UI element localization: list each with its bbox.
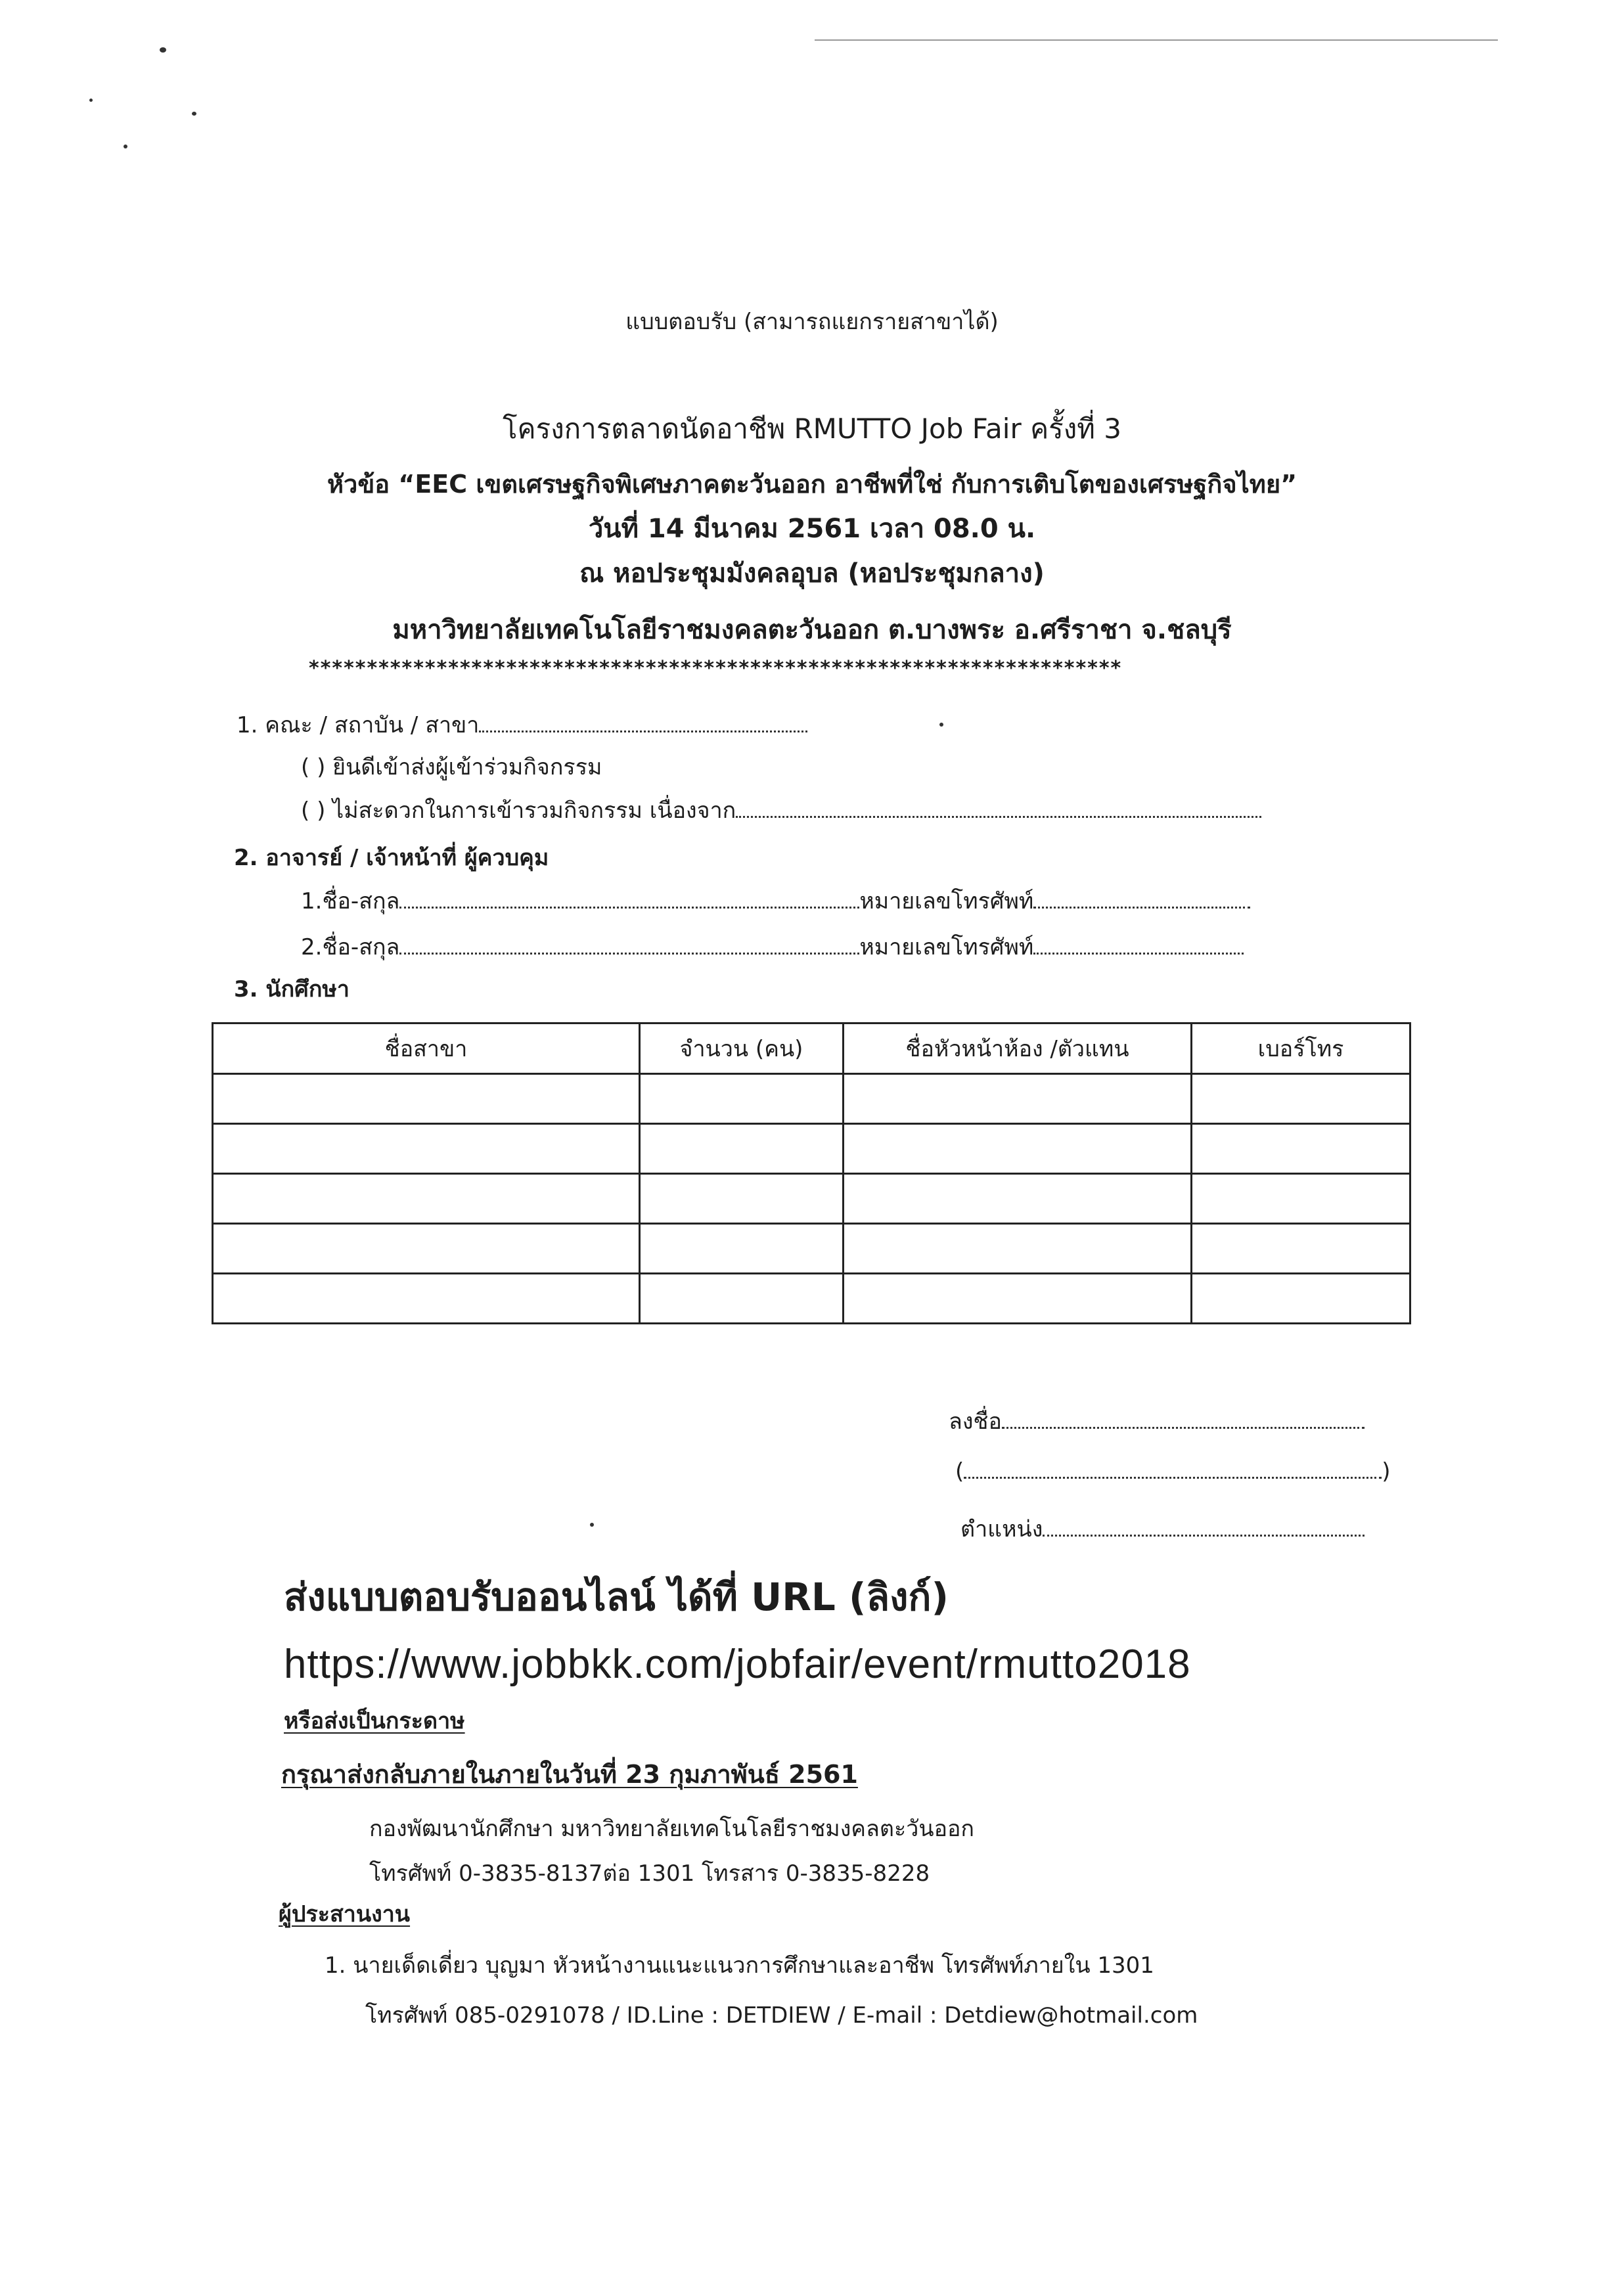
table-row bbox=[213, 1274, 1410, 1324]
coordinator-heading: ผู้ประสานงาน bbox=[279, 1901, 411, 1927]
table-cell[interactable] bbox=[213, 1274, 640, 1324]
topic-title: หัวข้อ “EEC เขตเศรษฐกิจพิเศษภาคตะวันออก อาชีพที่ใช่ กับการเติบโตของเศรษฐกิจไทย” bbox=[327, 470, 1297, 499]
table-cell[interactable] bbox=[1192, 1074, 1410, 1124]
col-representative: ชื่อหัวหน้าห้อง /ตัวแทน bbox=[844, 1023, 1192, 1074]
option-no-row bbox=[301, 792, 1261, 828]
table-row bbox=[213, 1224, 1410, 1274]
scan-speck bbox=[89, 99, 93, 102]
table-cell[interactable] bbox=[1192, 1124, 1410, 1174]
table-header-row bbox=[213, 1023, 1410, 1074]
deadline-heading: กรุณาส่งกลับภายในภายในวันที่ 23 กุมภาพันธ์ 2561 bbox=[281, 1760, 858, 1789]
signature-row bbox=[949, 1403, 1365, 1439]
table-cell[interactable] bbox=[213, 1074, 640, 1124]
faculty-fill-line[interactable] bbox=[479, 713, 807, 732]
table-cell[interactable] bbox=[844, 1224, 1192, 1274]
table-cell[interactable] bbox=[640, 1224, 844, 1274]
scan-edge-line bbox=[815, 39, 1498, 41]
table-cell[interactable] bbox=[1192, 1174, 1410, 1224]
table-cell[interactable] bbox=[844, 1124, 1192, 1174]
paren-open: ( bbox=[955, 1458, 964, 1485]
phone-label: หมายเลขโทรศัพท์ bbox=[859, 888, 1034, 914]
position-row bbox=[960, 1511, 1365, 1546]
table-cell[interactable] bbox=[213, 1224, 640, 1274]
phone-fill-line[interactable] bbox=[1033, 935, 1244, 955]
phone-label: หมายเลขโทรศัพท์ bbox=[859, 934, 1034, 960]
table-cell[interactable] bbox=[844, 1074, 1192, 1124]
name-label: 1.ชื่อ-สกุล bbox=[301, 888, 400, 914]
student-table bbox=[212, 1022, 1411, 1324]
coordinator-line-1: 1. นายเด็ดเดี่ยว บุญมา หัวหน้างานแนะแนวการศึกษาและอาชีพ โทรศัพท์ภายใน 1301 bbox=[325, 1952, 1154, 1979]
table-cell[interactable] bbox=[844, 1174, 1192, 1224]
col-count: จำนวน (คน) bbox=[640, 1023, 844, 1074]
col-phone: เบอร์โทร bbox=[1192, 1023, 1410, 1074]
project-title: โครงการตลาดนัดอาชีพ RMUTTO Job Fair ครั้งที่ 3 bbox=[503, 413, 1121, 445]
university-address: มหาวิทยาลัยเทคโนโลยีราชมงคลตะวันออก ต.บางพระ อ.ศรีราชา จ.ชลบุรี bbox=[392, 615, 1232, 645]
sign-label: ลงชื่อ bbox=[949, 1408, 1002, 1435]
section3-label: 3. นักศึกษา bbox=[234, 976, 350, 1002]
scan-speck bbox=[124, 145, 127, 148]
scan-speck bbox=[160, 47, 166, 53]
table-cell[interactable] bbox=[640, 1174, 844, 1224]
or-paper-heading: หรือส่งเป็นกระดาษ bbox=[284, 1708, 465, 1734]
option-no[interactable]: ( ) ไม่สะดวกในการเข้ารวมกิจกรรม เนื่องจาก bbox=[301, 798, 736, 824]
table-cell[interactable] bbox=[213, 1174, 640, 1224]
reply-form-title: แบบตอบรับ (สามารถแยกรายสาขาได้) bbox=[625, 309, 999, 335]
printed-name-fill-line[interactable] bbox=[964, 1460, 1382, 1479]
section2-label: 2. อาจารย์ / เจ้าหน้าที่ ผู้ควบคุม bbox=[234, 845, 549, 871]
event-date: วันที่ 14 มีนาคม 2561 เวลา 08.0 น. bbox=[588, 514, 1036, 544]
table-cell[interactable] bbox=[844, 1274, 1192, 1324]
scan-speck bbox=[939, 723, 943, 727]
supervisor-row-2 bbox=[301, 929, 1244, 964]
supervisor-row-1 bbox=[301, 883, 1250, 918]
section1-label: 1. คณะ / สถาบัน / สาขา bbox=[237, 712, 480, 738]
office-name: กองพัฒนานักศึกษา มหาวิทยาลัยเทคโนโลยีราชมงคลตะวันออก bbox=[369, 1816, 974, 1842]
name-label: 2.ชื่อ-สกุล bbox=[301, 934, 400, 960]
scan-speck bbox=[192, 112, 196, 116]
section1-row bbox=[237, 707, 807, 742]
event-venue: ณ หอประชุมมังคลอุบล (หอประชุมกลาง) bbox=[579, 558, 1045, 589]
option-yes[interactable]: ( ) ยินดีเข้าส่งผู้เข้าร่วมกิจกรรม bbox=[301, 754, 602, 780]
table-row bbox=[213, 1124, 1410, 1174]
table-cell[interactable] bbox=[640, 1274, 844, 1324]
online-title: ส่งแบบตอบรับออนไลน์ ได้ที่ URL (ลิงก์) bbox=[284, 1575, 949, 1619]
scan-speck bbox=[590, 1523, 594, 1527]
position-fill-line[interactable] bbox=[1043, 1518, 1365, 1537]
position-label: ตำแหน่ง bbox=[960, 1516, 1043, 1542]
paren-close: ) bbox=[1382, 1458, 1391, 1485]
star-separator: ********************************************************************** bbox=[309, 657, 1123, 680]
name-fill-line[interactable] bbox=[399, 889, 859, 909]
table-cell[interactable] bbox=[640, 1124, 844, 1174]
col-branch: ชื่อสาขา bbox=[213, 1023, 640, 1074]
table-cell[interactable] bbox=[213, 1124, 640, 1174]
table-row bbox=[213, 1074, 1410, 1124]
name-fill-line[interactable] bbox=[399, 935, 859, 955]
signature-fill-line[interactable] bbox=[1002, 1410, 1365, 1429]
table-row bbox=[213, 1174, 1410, 1224]
printed-name-row bbox=[955, 1458, 1391, 1485]
table-cell[interactable] bbox=[640, 1074, 844, 1124]
reason-fill-line[interactable] bbox=[736, 799, 1261, 818]
online-url-link[interactable]: https://www.jobbkk.com/jobfair/event/rmutto2018 bbox=[284, 1642, 1191, 1687]
table-cell[interactable] bbox=[1192, 1224, 1410, 1274]
coordinator-line-2: โทรศัพท์ 085-0291078 / ID.Line : DETDIEW / E-mail : Detdiew@hotmail.com bbox=[365, 2002, 1198, 2029]
table-cell[interactable] bbox=[1192, 1274, 1410, 1324]
phone-fill-line[interactable] bbox=[1033, 889, 1250, 909]
office-phone: โทรศัพท์ 0-3835-8137ต่อ 1301 โทรสาร 0-3835-8228 bbox=[369, 1860, 930, 1887]
